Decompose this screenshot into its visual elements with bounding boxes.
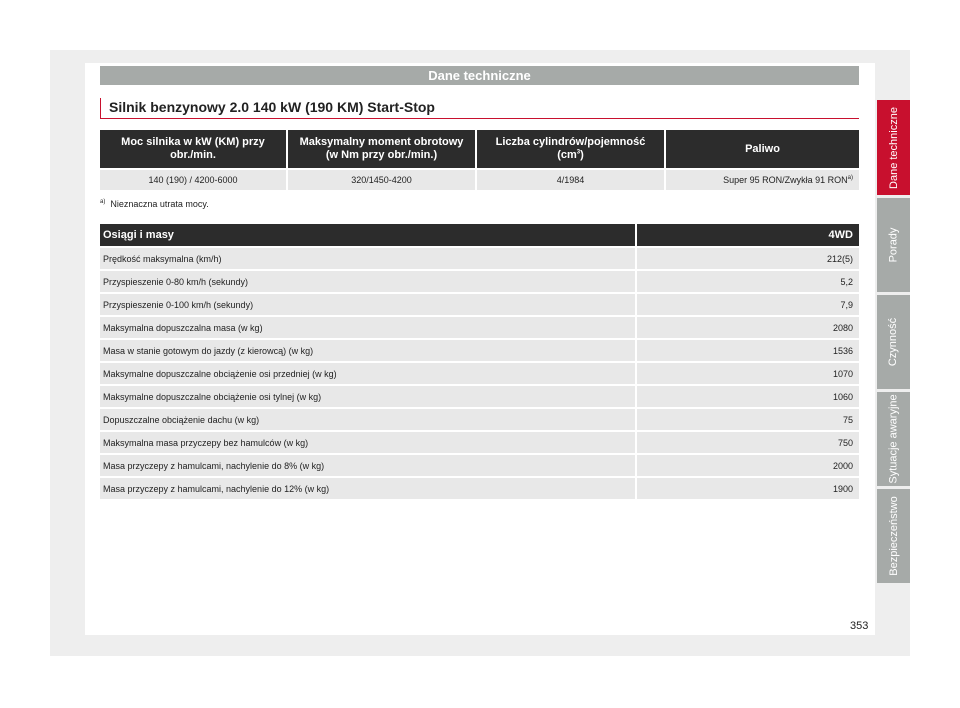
performance-table-header-row [100,224,859,246]
engine-cell-cylinders: 4/1984 [477,170,664,190]
footnote: $^{a)}$ Nieznaczna utrata mocy. [100,199,209,209]
engine-table-header-row [100,130,859,168]
side-tab-sytuacje-awaryjne[interactable]: Sytuacje awaryjne [877,392,910,486]
engine-cell-fuel: Super 95 RON/Zwykła 91 RON$^{a)}$ [666,170,859,190]
title-underline [100,118,859,119]
section-header: Dane techniczne [100,66,859,85]
side-tab-bezpieczenstwo[interactable]: Bezpieczeństwo [877,489,910,583]
page-number: 353 [850,620,869,632]
table-row: Maksymalne dopuszczalne obciążenie osi tylnej (w kg) 1060 [100,386,859,407]
engine-header-cylinders: Liczba cylindrów/pojemność $(cm^3)$ [477,130,664,168]
table-row: Dopuszczalne obciążenie dachu (w kg) 75 [100,409,859,430]
table-row: Przyspieszenie 0-100 km/h (sekundy) 7,9 [100,294,859,315]
engine-header-fuel: Paliwo [666,130,859,168]
table-row: Masa przyczepy z hamulcami, nachylenie do 8% (w kg) 2000 [100,455,859,476]
table-row: Maksymalna dopuszczalna masa (w kg) 2080 [100,317,859,338]
side-tab-czynnosc[interactable]: Czynność [877,295,910,389]
side-tab-porady[interactable]: Porady [877,198,910,292]
table-row: Maksymalna masa przyczepy bez hamulców (w kg) 750 [100,432,859,453]
performance-header-4wd: 4WD [637,224,859,246]
table-row: Maksymalne dopuszczalne obciążenie osi przedniej (w kg) 1070 [100,363,859,384]
table-row [100,170,859,190]
performance-header-label: Osiągi i masy [100,224,635,246]
engine-cell-torque: 320/1450-4200 [288,170,475,190]
engine-cell-power: 140 (190) / 4200-6000 [100,170,286,190]
table-row: Prędkość maksymalna (km/h) 212(5) [100,248,859,269]
page-title: Silnik benzynowy 2.0 140 kW (190 KM) Start-Stop [109,99,435,115]
engine-header-torque: Maksymalny moment obrotowy (w Nm przy obr./min.) [288,130,475,168]
table-row: Masa przyczepy z hamulcami, nachylenie do 12% (w kg) 1900 [100,478,859,499]
engine-header-power: Moc silnika w kW (KM) przy obr./min. [100,130,286,168]
table-row: Masa w stanie gotowym do jazdy (z kierowcą) (w kg) 1536 [100,340,859,361]
table-row: Przyspieszenie 0-80 km/h (sekundy) 5,2 [100,271,859,292]
title-accent-vertical [100,98,101,119]
footnote-ref: a) [847,175,853,181]
performance-table [98,222,861,501]
engine-table [98,128,861,192]
side-tab-dane-techniczne[interactable]: Dane techniczne [877,100,910,195]
